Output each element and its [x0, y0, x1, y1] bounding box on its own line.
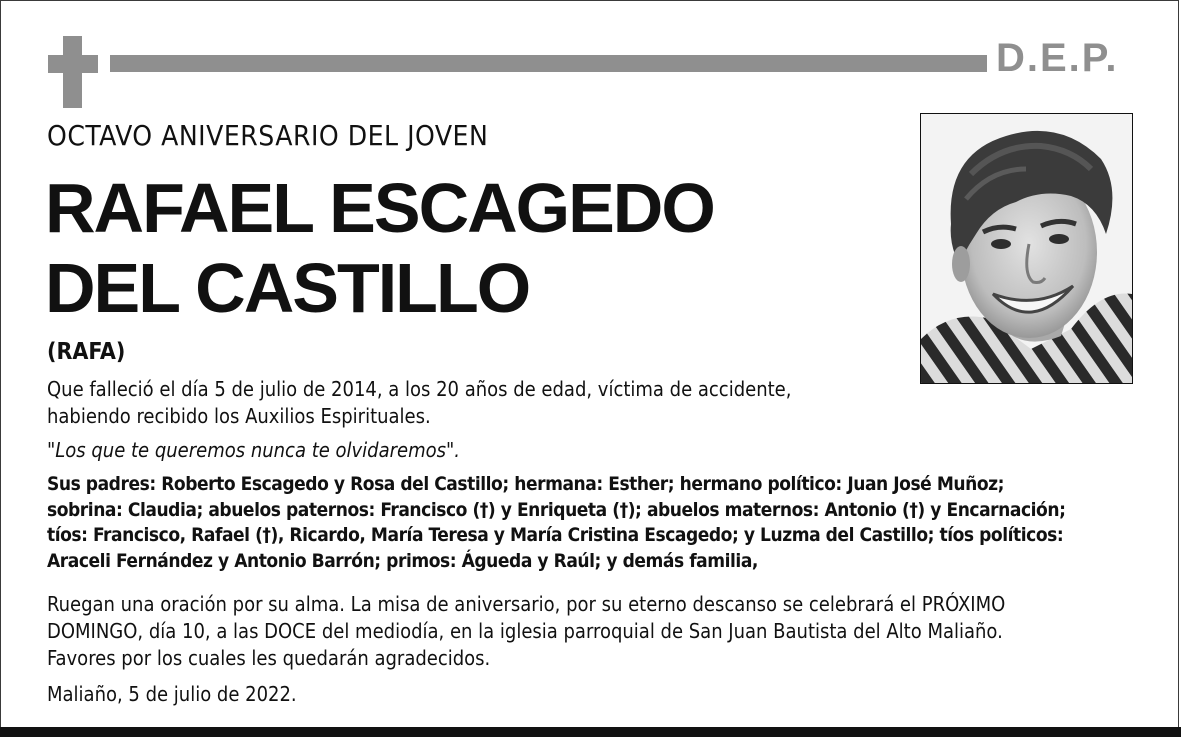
memorial-quote: "Los que te queremos nunca te olvidaremos". — [47, 438, 460, 462]
family-line: sobrina: Claudia; abuelos paternos: Francisco (†) y Enriqueta (†); abuelos maternos: Antonio (†) y Encarnación; — [47, 498, 1066, 521]
bottom-border — [0, 727, 1181, 737]
family-list — [47, 472, 1065, 574]
family-line: tíos: Francisco, Rafael (†), Ricardo, María Teresa y María Cristina Escagedo; y Luzma del Castillo; tíos políticos: — [47, 524, 1064, 546]
mass-line: Ruegan una oración por su alma. La misa de aniversario, por su eterno descanso se celebrará el PRÓXIMO — [47, 592, 1006, 616]
deceased-name — [45, 168, 714, 328]
portrait-photo — [920, 113, 1133, 384]
mass-announcement — [47, 591, 1005, 672]
header-rule — [110, 55, 987, 72]
mass-line: Favores por los cuales les quedarán agradecidos. — [47, 646, 491, 670]
death-line-1: Que falleció el día 5 de julio de 2014, a los 20 años de edad, víctima de accidente, — [47, 377, 792, 401]
notice-subtitle: OCTAVO ANIVERSARIO DEL JOVEN — [47, 119, 489, 152]
name-line-2: DEL CASTILLO — [45, 249, 530, 327]
name-line-1: RAFAEL ESCAGEDO — [45, 169, 714, 247]
mass-line: DOMINGO, día 10, a las DOCE del mediodía, en la iglesia parroquial de San Juan Bautista del Alto Maliaño. — [47, 619, 1003, 643]
dateline: Maliaño, 5 de julio de 2022. — [47, 682, 297, 706]
latin-cross-icon — [48, 36, 98, 108]
family-line: Araceli Fernández y Antonio Barrón; primos: Águeda y Raúl; y demás familia, — [47, 549, 758, 572]
dep-label: D.E.P. — [996, 36, 1119, 80]
death-line-2: habiendo recibido los Auxilios Espirituales. — [47, 404, 431, 428]
nickname: (RAFA) — [47, 339, 126, 365]
family-line: Sus padres: Roberto Escagedo y Rosa del Castillo; hermana: Esther; hermano político: Juan José Muñoz; — [47, 473, 1005, 495]
